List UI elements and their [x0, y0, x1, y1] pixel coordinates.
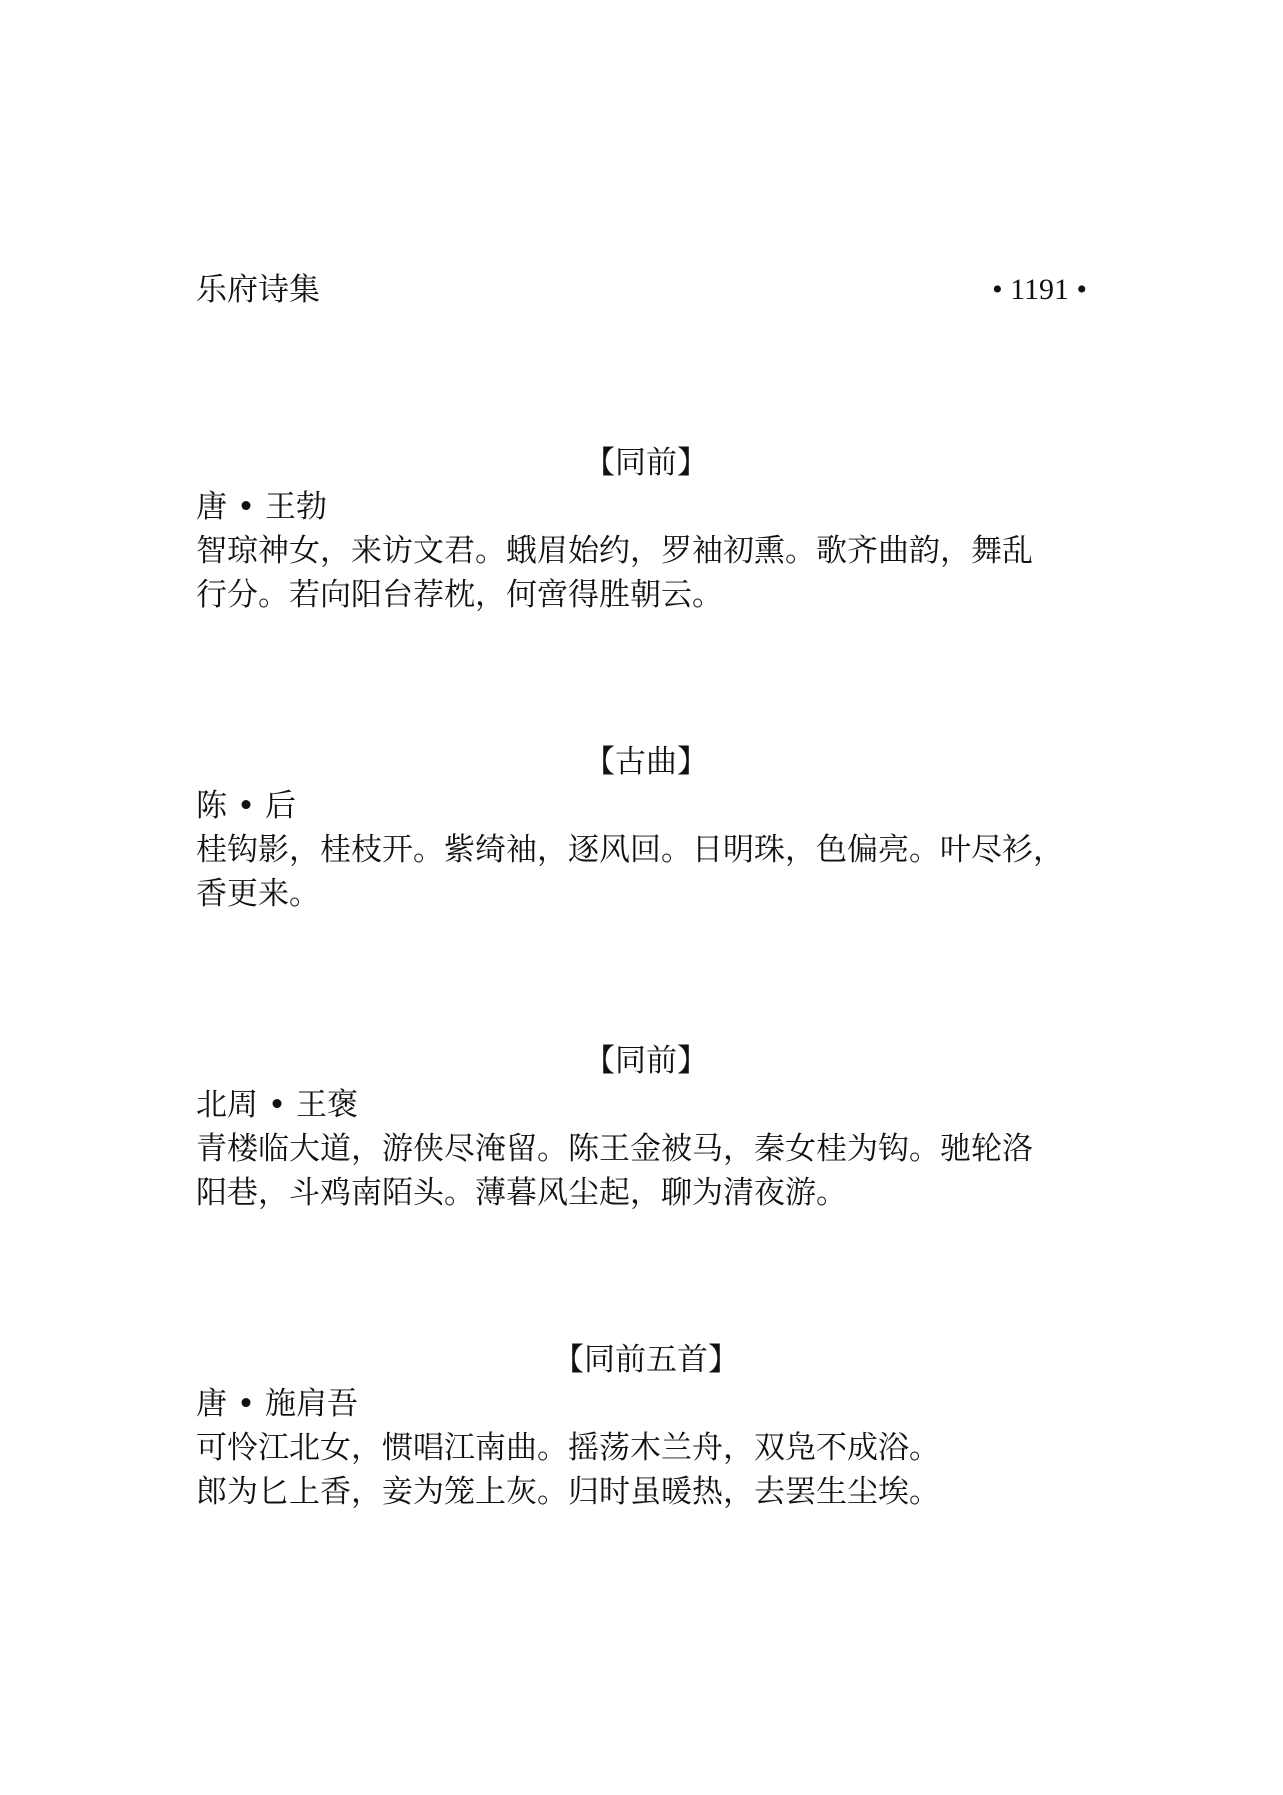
poem-line: 阳巷，斗鸡南陌头。薄暮风尘起，聊为清夜游。: [196, 1175, 847, 1211]
poem-section: [196, 441, 1096, 617]
poem-title: 【同前】: [584, 1043, 708, 1079]
poem-line: 行分。若向阳台荐枕，何啻得胜朝云。: [196, 577, 723, 613]
poem-section: [196, 1039, 1096, 1215]
poem-line: 智琼神女，来访文君。蛾眉始约，罗袖初熏。歌齐曲韵，舞乱: [196, 533, 1033, 569]
poem-line: 桂钩影，桂枝开。紫绮袖，逐风回。日明珠，色偏亮。叶尽衫，: [196, 832, 1064, 868]
poem-author: 唐 • 施肩吾: [196, 1386, 358, 1422]
poem-line: 郎为匕上香，妾为笼上灰。归时虽暖热，去罢生尘埃。: [196, 1474, 940, 1510]
poem-section: [196, 740, 1096, 916]
page-number: • 1191 •: [992, 273, 1087, 306]
poem-line: 青楼临大道，游侠尽淹留。陈王金被马，秦女桂为钩。驰轮洛: [196, 1131, 1033, 1167]
poem-section: [196, 1338, 1096, 1514]
poem-author: 陈 • 后: [196, 788, 296, 824]
poem-title: 【古曲】: [584, 744, 708, 780]
poem-line: 可怜江北女，惯唱江南曲。摇荡木兰舟，双凫不成浴。: [196, 1430, 940, 1466]
poem-title: 【同前】: [584, 445, 708, 481]
book-title: 乐府诗集: [196, 272, 320, 308]
poem-title: 【同前五首】: [553, 1342, 739, 1378]
page-header: [196, 268, 1087, 312]
poem-author: 北周 • 王褒: [196, 1087, 358, 1123]
poem-author: 唐 • 王勃: [196, 489, 327, 525]
poem-line: 香更来。: [196, 876, 320, 912]
